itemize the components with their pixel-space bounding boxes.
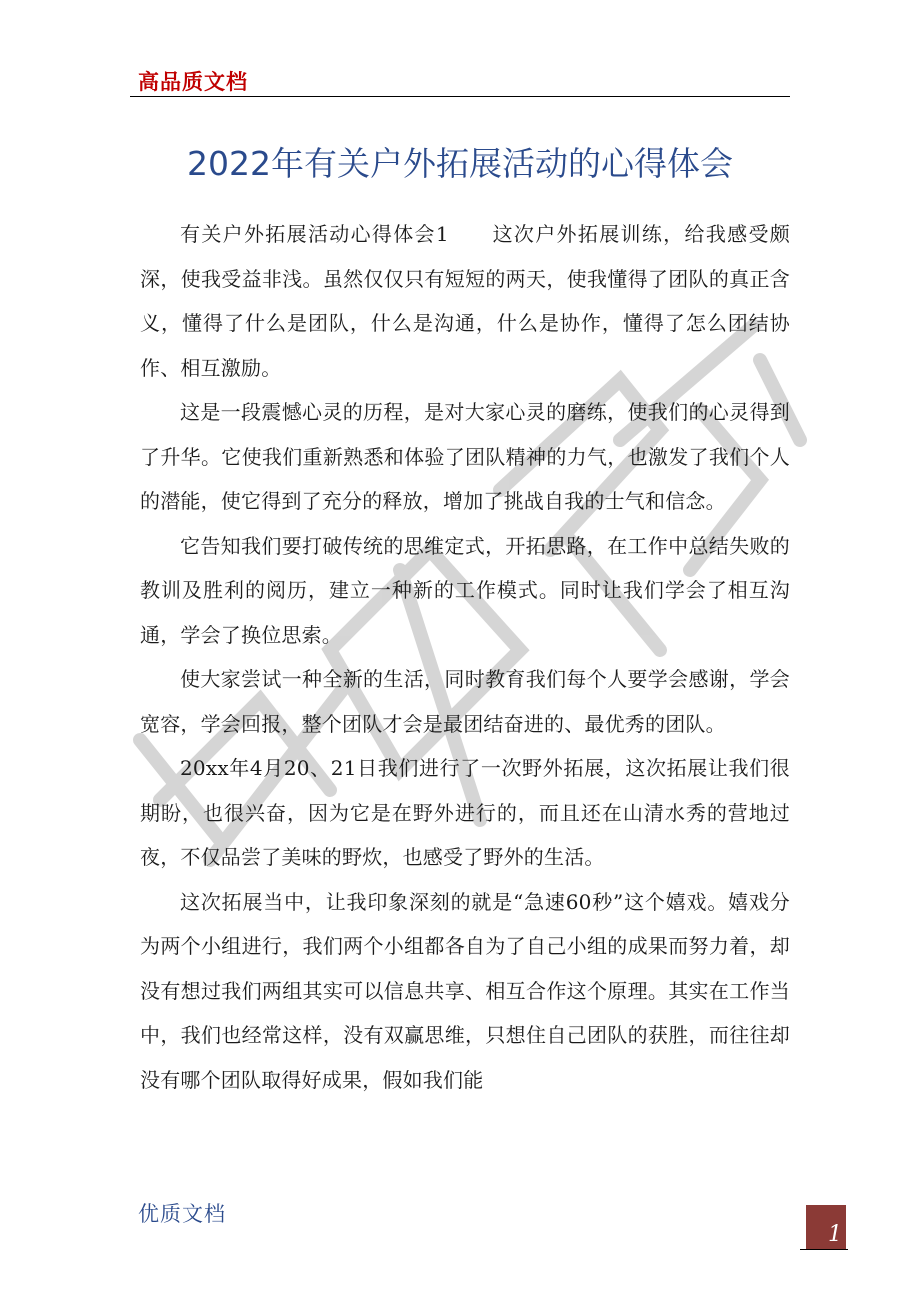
page-number-badge [806, 1205, 846, 1249]
paragraph: 有关户外拓展活动心得体会1 这次户外拓展训练，给我感受颇深，使我受益非浅。虽然仅仅只有短短的两天，使我懂得了团队的真正含义，懂得了什么是团队，什么是沟通，什么是协作，懂得了怎么团结协作、相互激励。 [140, 222, 790, 380]
paragraph: 它告知我们要打破传统的思维定式，开拓思路，在工作中总结失败的教训及胜利的阅历，建立一种新的工作模式。同时让我们学会了相互沟通，学会了换位思索。 [140, 533, 790, 647]
paragraph: 这是一段震憾心灵的历程，是对大家心灵的磨练，使我们的心灵得到了升华。它使我们重新熟悉和体验了团队精神的力气，也激发了我们个人的潜能，使它得到了充分的释放，增加了挑战自我的士气和信念。 [140, 400, 790, 513]
document-body [140, 212, 790, 1102]
header-label: 高品质文档 [138, 70, 248, 94]
header-divider [130, 96, 790, 97]
paragraph: 20xx年4月20、21日我们进行了一次野外拓展，这次拓展让我们很期盼，也很兴奋，因为它是在野外进行的，而且还在山清水秀的营地过夜，不仅品尝了美味的野炊，也感受了野外的生活。 [140, 756, 790, 869]
footer-label: 优质文档 [138, 1202, 226, 1226]
page-number-underline [800, 1249, 848, 1250]
paragraph: 这次拓展当中，让我印象深刻的就是“急速60秒”这个嬉戏。嬉戏分为两个小组进行，我们两个小组都各自为了自己小组的成果而努力着，却没有想过我们两组其实可以信息共享、相互合作这个原理。其实在工作当中，我们也经常这样，没有双赢思维，只想住自己团队的获胜，而往往却没有哪个团队取得好成果，假如我们能 [140, 889, 790, 1092]
document-title: 2022年有关户外拓展活动的心得体会 [187, 144, 733, 183]
page-number: 1 [828, 1222, 842, 1247]
paragraph: 使大家尝试一种全新的生活，同时教育我们每个人要学会感谢，学会宽容，学会回报，整个团队才会是最团结奋进的、最优秀的团队。 [140, 667, 790, 736]
